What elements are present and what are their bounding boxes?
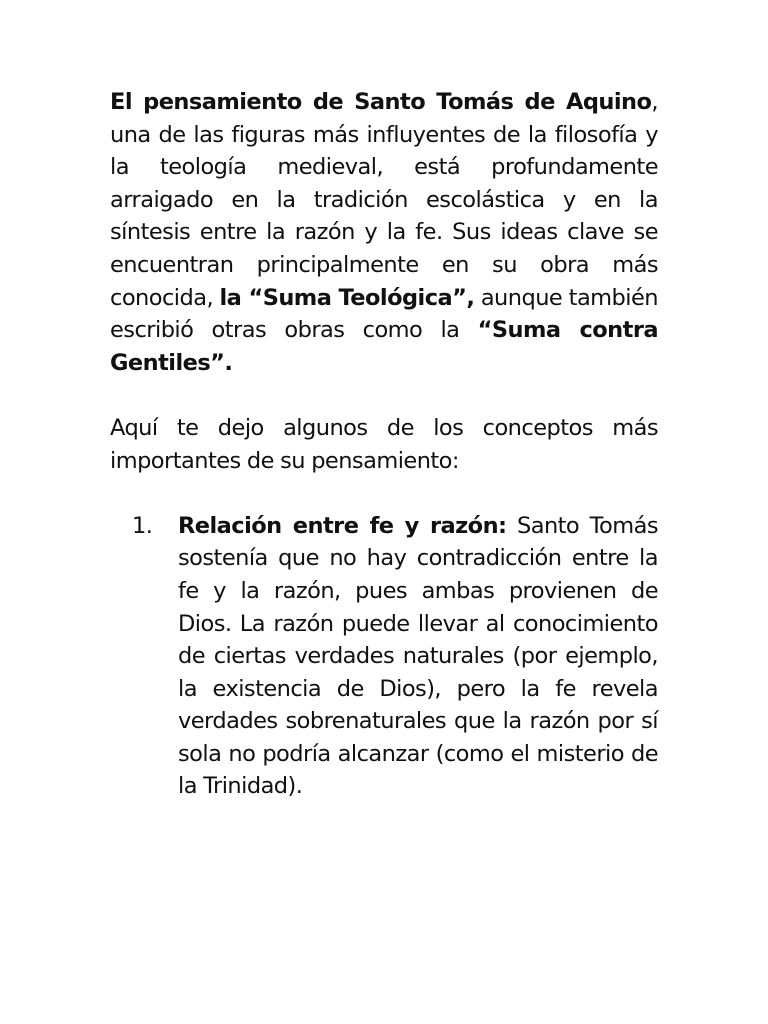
- list-item: [110, 510, 658, 803]
- intro-bold-work1: la “Suma Teológica”,: [219, 284, 475, 311]
- intro-bold-lead: El pensamiento de Santo Tomás de Aquino: [110, 89, 652, 115]
- intro-text-b: aunque también escribió otras obras como la: [110, 284, 658, 344]
- list-item-text: Santo Tomás sostenía que no hay contradicción entre la fe y la razón, pues ambas provienen de Dios. La razón puede llevar al conocimiento de ciertas verdades naturales (por ejemplo, la existencia de Dios), pero la fe revela verdades sobrenaturales que la razón por sí sola no podría alcanzar (como el misterio de la Trinidad).: [178, 512, 658, 800]
- list-item-title: Relación entre fe y razón:: [178, 512, 507, 539]
- list-item-number: 1.: [132, 512, 153, 539]
- concepts-intro-paragraph: Aquí te dejo algunos de los conceptos más importantes de su pensamiento:: [110, 414, 658, 474]
- intro-text-a: , una de las figuras más influyentes de la filosofía y la teología medieval, está profundamente arraigado en la tradición escolástica y en la síntesis entre la razón y la fe. Sus ideas clave se encuentran principalmente en su obra más conocida,: [110, 89, 658, 311]
- concepts-list: [110, 510, 658, 803]
- document-page: [110, 86, 658, 803]
- intro-paragraph: [110, 86, 658, 379]
- intro-bold-work2: “Suma contra Gentiles”.: [110, 317, 658, 376]
